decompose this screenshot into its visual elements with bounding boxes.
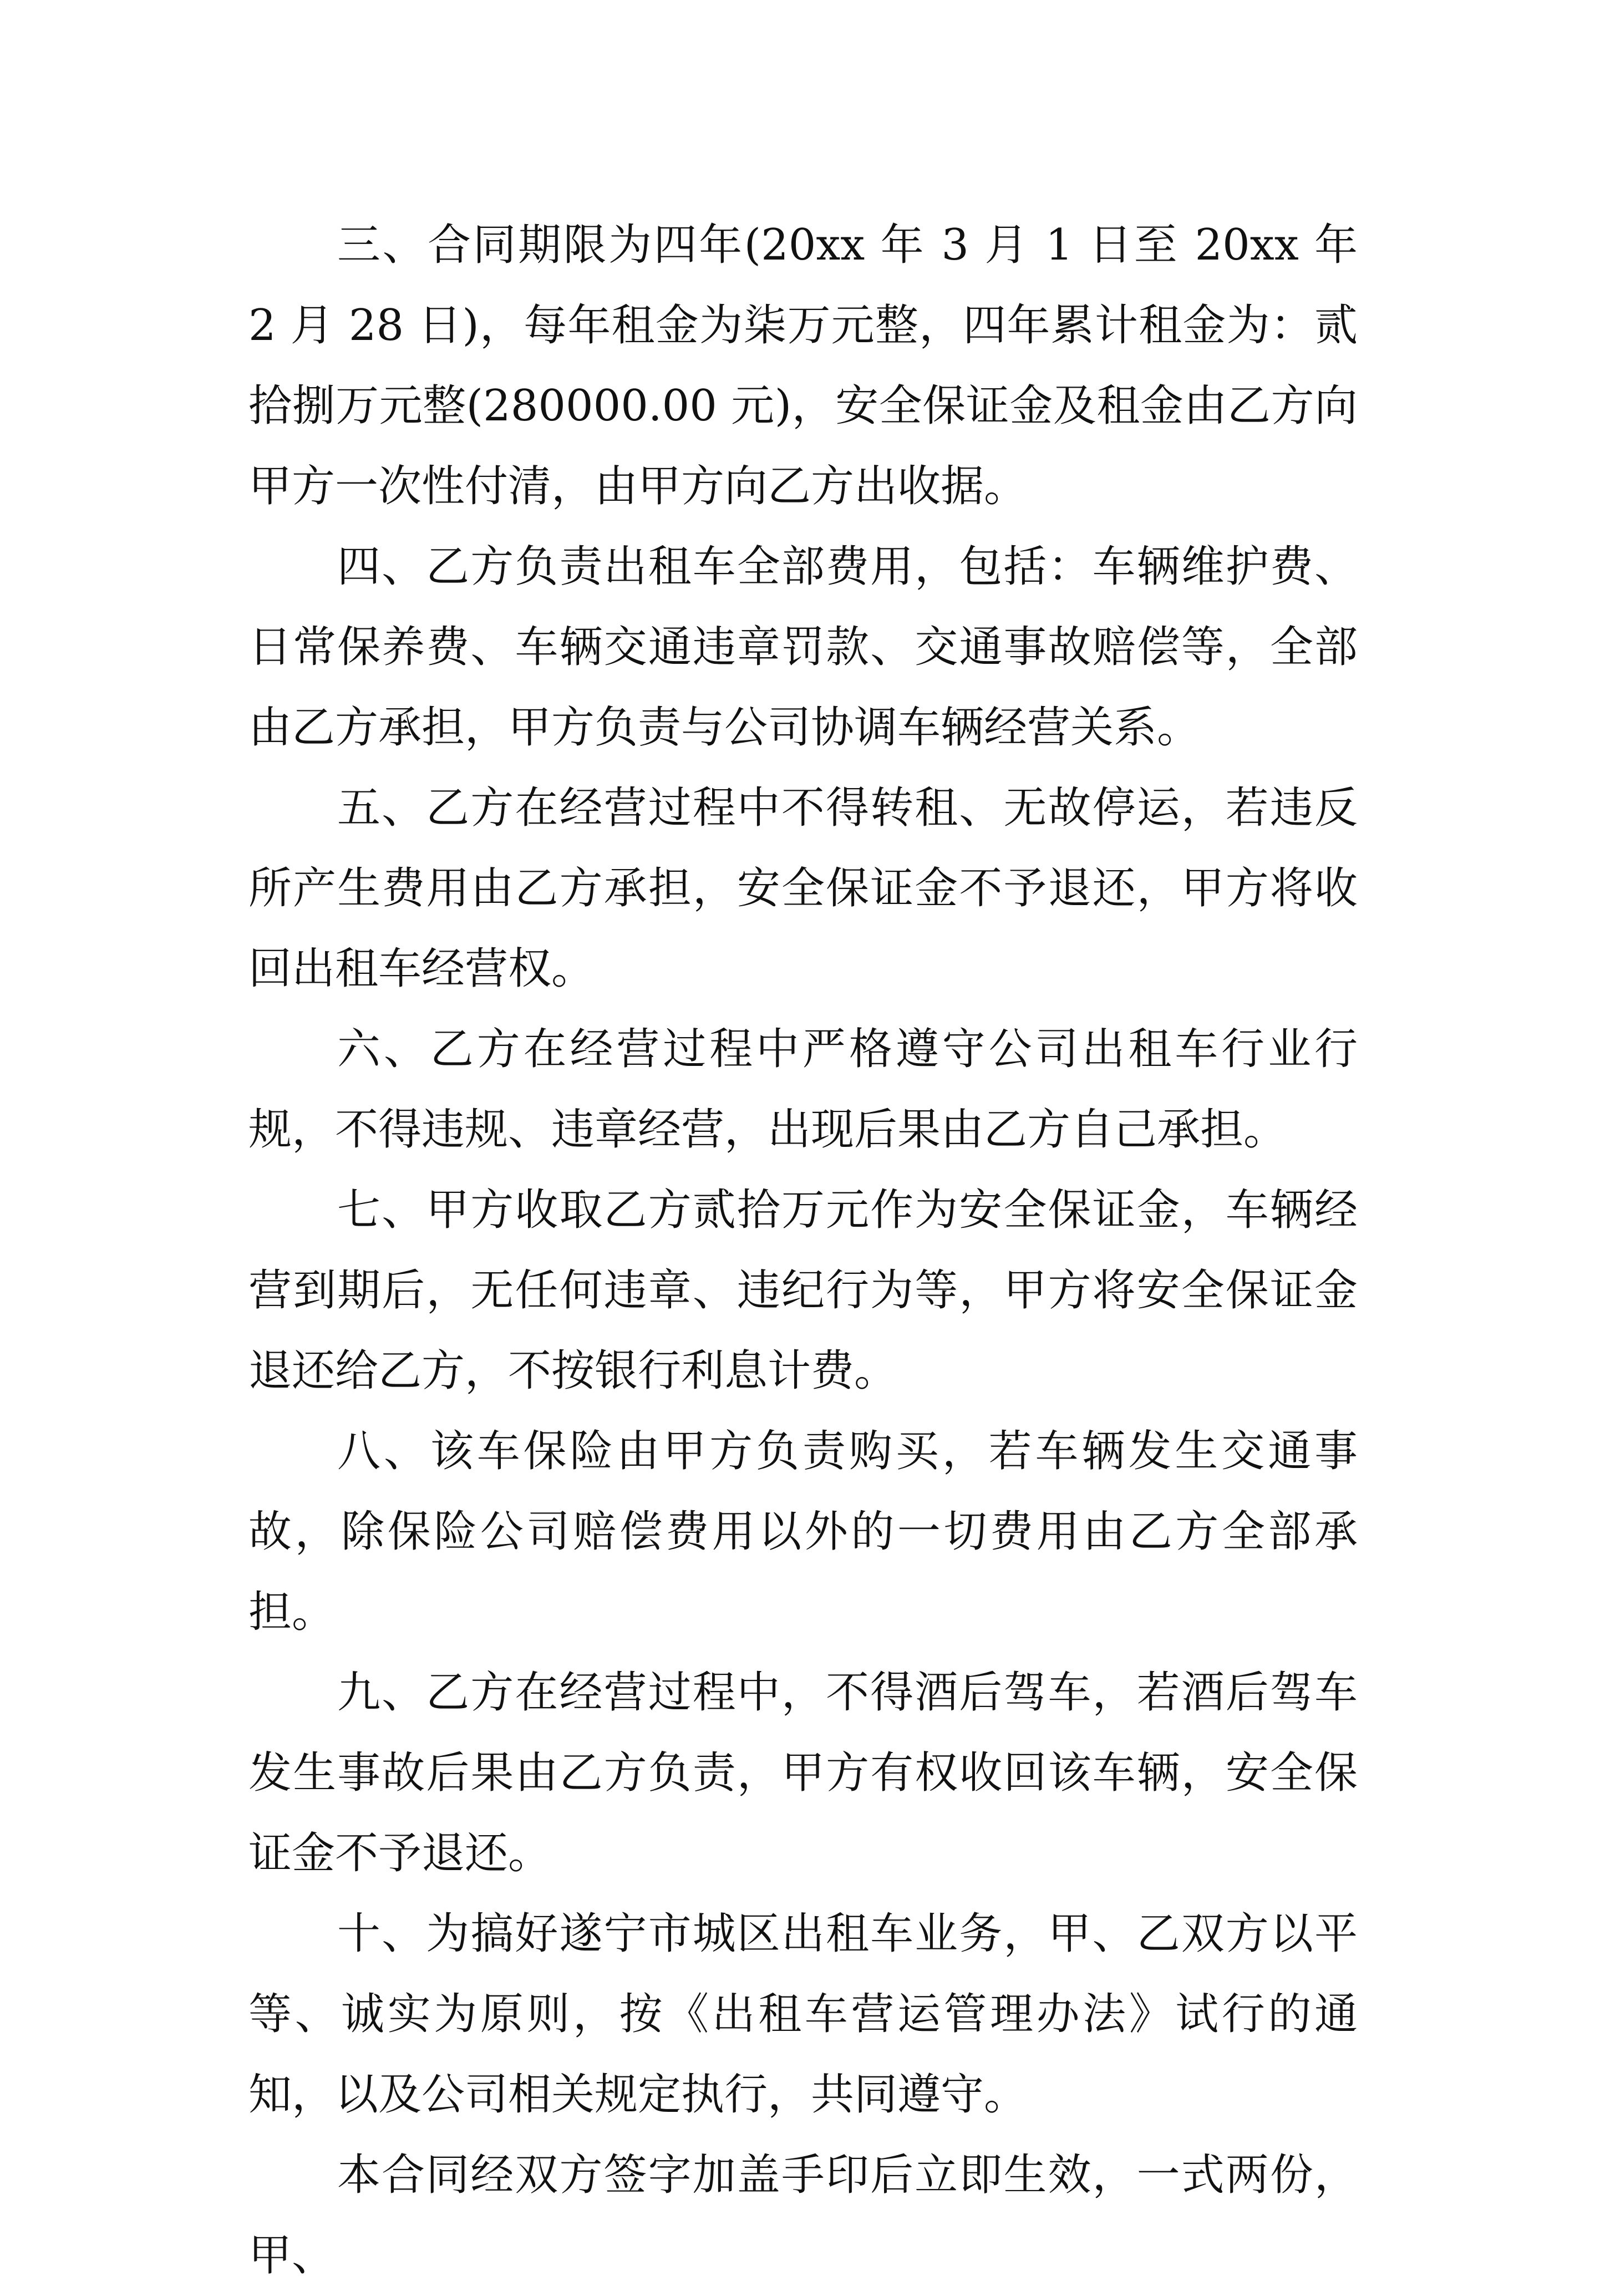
clause-ten: 十、为搞好遂宁市城区出租车业务，甲、乙双方以平等、诚实为原则，按《出租车营运管理办法》试行的通知，以及公司相关规定执行，共同遵守。 — [248, 1909, 1358, 2120]
clause-three: 三、合同期限为四年(20xx 年 3 月 1 日至 20xx 年 2 月 28 日)，每年租金为柒万元整，四年累计租金为：贰拾捌万元整(280000.00 元)，安全保证金及租金由乙方向甲方一次性付清，由甲方向乙方出收据。 — [248, 220, 1358, 511]
closing-paragraph: 本合同经双方签字加盖手印后立即生效，一式两份，甲、 — [248, 2150, 1358, 2280]
clause-five: 五、乙方在经营过程中不得转租、无故停运，若违反所产生费用由乙方承担，安全保证金不予退还，甲方将收回出租车经营权。 — [248, 783, 1358, 994]
clause-seven: 七、甲方收取乙方贰拾万元作为安全保证金，车辆经营到期后，无任何违章、违纪行为等，甲方将安全保证金退还给乙方，不按银行利息计费。 — [248, 1185, 1358, 1396]
clause-eight: 八、该车保险由甲方负责购买，若车辆发生交通事故，除保险公司赔偿费用以外的一切费用由乙方全部承担。 — [248, 1426, 1358, 1637]
clause-nine: 九、乙方在经营过程中，不得酒后驾车，若酒后驾车发生事故后果由乙方负责，甲方有权收回该车辆，安全保证金不予退还。 — [248, 1668, 1358, 1878]
clause-six: 六、乙方在经营过程中严格遵守公司出租车行业行规，不得违规、违章经营，出现后果由乙方自己承担。 — [248, 1024, 1358, 1155]
clause-four: 四、乙方负责出租车全部费用，包括：车辆维护费、日常保养费、车辆交通违章罚款、交通事故赔偿等，全部由乙方承担，甲方负责与公司协调车辆经营关系。 — [248, 542, 1358, 753]
document-body — [248, 205, 1358, 2296]
